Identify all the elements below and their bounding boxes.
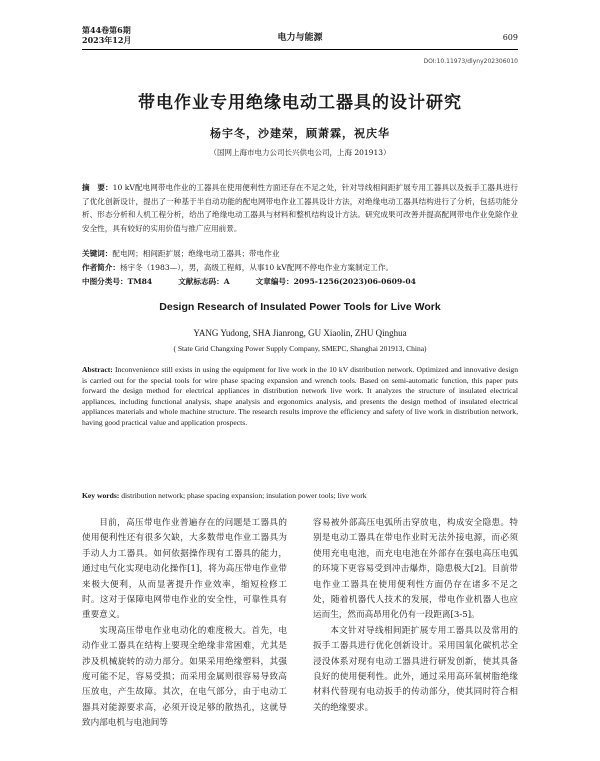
body-paragraph: 本文针对导线相间距扩展专用工器具以及常用的扳手工器具进行优化创新设计。采用国氧化碳机芯全浸没体系对现有电动工器具进行研发创新，使其具备良好的使用便利性。此外，通过采用高环氧树脂绝缘材料代替现有电动扳手的传动部分，使其同时符合相关的绝缘要求。: [313, 625, 518, 713]
body-paragraph: 目前，高压带电作业普遍存在的问题是工器具的使用便利性还有很多欠缺，大多数带电作业工器具为手动人力工器具。如何依据操作现有工器具的能力，通过电气化实现电动化操作[1]，将为高压带电作业带来极大便利，从而显著提升作业效率，缩短检修工时。这对于保障电网带电作业的安全性，可靠性具有重要意义。: [82, 518, 287, 621]
authors-en: YANG Yudong, SHA Jianrong, GU Xiaolin, ZHU Qinghua: [193, 328, 407, 338]
keywords-cn-text: 配电网；相间距扩展；绝缘电动工器具；带电作业: [112, 249, 280, 258]
author-bio-label: 作者简介：: [82, 263, 120, 272]
keywords-cn-label: 关键词：: [82, 249, 113, 258]
clc-label: 中图分类号：: [82, 277, 128, 286]
body-column-left: [82, 516, 287, 732]
abstract-en-label: Abstract:: [82, 365, 113, 374]
author-bio-text: 杨宇冬（1983—），男，高级工程师，从事10 kV配网不停电作业方案制定工作。: [119, 263, 394, 272]
authors-cn: 杨宇冬，沙建荣，顾萧霖，祝庆华: [210, 127, 390, 140]
body-paragraph: 实现高压带电作业电动化的难度极大。首先，电动作业工器具在结构上要现全绝缘非常困难，尤其是涉及机械旋转的动力部分。如果采用绝缘塑料，其强度可能不足，容易受损；而采用金属则很容易导致高压放电，产生故障。其次，在电气部分，由于电动工器具对能源要求高，必须开设足够的散热孔，这就导致内部电机与电池间等: [82, 625, 287, 729]
affiliation-en: ( State Grid Changxing Power Supply Company, SMEPC, Shanghai 201913, China): [173, 344, 427, 353]
keywords-en-label: Key words:: [82, 491, 120, 500]
journal-name: 电力与能源: [277, 33, 323, 43]
doc-code-value: A: [223, 277, 230, 286]
clc-value: TM84: [127, 277, 153, 286]
page-header: [0, 0, 600, 54]
article-number: [256, 277, 416, 286]
doc-code-label: 文献标志码：: [178, 277, 224, 286]
abstract-cn: [82, 181, 518, 235]
classification-line: [82, 276, 518, 288]
clc-code: [82, 277, 152, 286]
keywords-en: [82, 490, 518, 501]
article-no-value: 2095-1256(2023)06-0609-04: [293, 277, 416, 286]
article-no-label: 文章编号：: [255, 277, 294, 286]
abstract-cn-text: 10 kV配电网带电作业的工器具在使用便利性方面还存在不足之处，针对导线相间距扩展专用工器具以及扳手工器具进行了优化创新设计，提出了一种基于半自动功能的配电网带电作业工器具设计方法，对绝缘电动工器具结构进行了分析，包括功能分析、形态分析和人机工程分析，给出了绝缘电动工器具与材料和整机结构设计方法。研究成果可改善并提高配网带电作业免除作业安全性，具有较好的实用价值与推广应用前景。: [82, 183, 519, 233]
keywords-en-text: distribution network; phase spacing expansion; insulation power tools; live work: [121, 491, 367, 500]
abstract-en-text: Inconvenience still exists in using the equipment for live work in the 10 kV distribution network. Optimized and innovative design is carried out for the special tools for wire phase spacing expansion and wrench tools. Based on semi-automatic function, this paper puts forward the design method for electrical appliances in distribution network live work. It analyzes the structure of insulated electrical appliances, including functional analysis, shape analysis and ergonomics analysis, and presents the design method of insulated electrical appliances materials and whole machine structure. The research results improve the efficiency and safety of live work in distribution network, having good practical value and application prospects.: [82, 365, 518, 427]
journal-date: 2023年12月: [82, 35, 132, 45]
journal-volume: 第44卷第6期: [82, 25, 131, 35]
affiliation-cn: （国网上海市电力公司长兴供电公司，上海 201913）: [209, 148, 391, 157]
paper-title-en: Design Research of Insulated Power Tools for Live Work: [159, 301, 441, 313]
abstract-en: [82, 365, 518, 429]
header-divider: [82, 49, 518, 50]
paper-title-cn: 带电作业专用绝缘电动工器具的设计研究: [138, 93, 462, 113]
page-number: 609: [502, 33, 518, 42]
keywords-cn: [82, 248, 518, 260]
document-code: [178, 277, 229, 286]
doi: DOI:10.11973/dlyny202306010: [423, 58, 518, 65]
body-paragraph: 容易被外部高压电弧所击穿放电，构成安全隐患。特别是电动工器具在带电作业时无法外接电源，而必须使用充电电池，而充电电池在外部存在强电高压电弧的环境下更容易受到冲击爆炸，隐患极大[2]。目前带电作业工器具在使用便利性方面仍存在诸多不足之处，随着机器代人技术的发展，带电作业机器人也应运而生，然而高昂用化仍有一段距离[3-5]。: [313, 518, 518, 621]
abstract-cn-label: 摘 要：: [82, 183, 113, 192]
body-column-right: [313, 516, 518, 716]
author-bio: [82, 262, 518, 274]
